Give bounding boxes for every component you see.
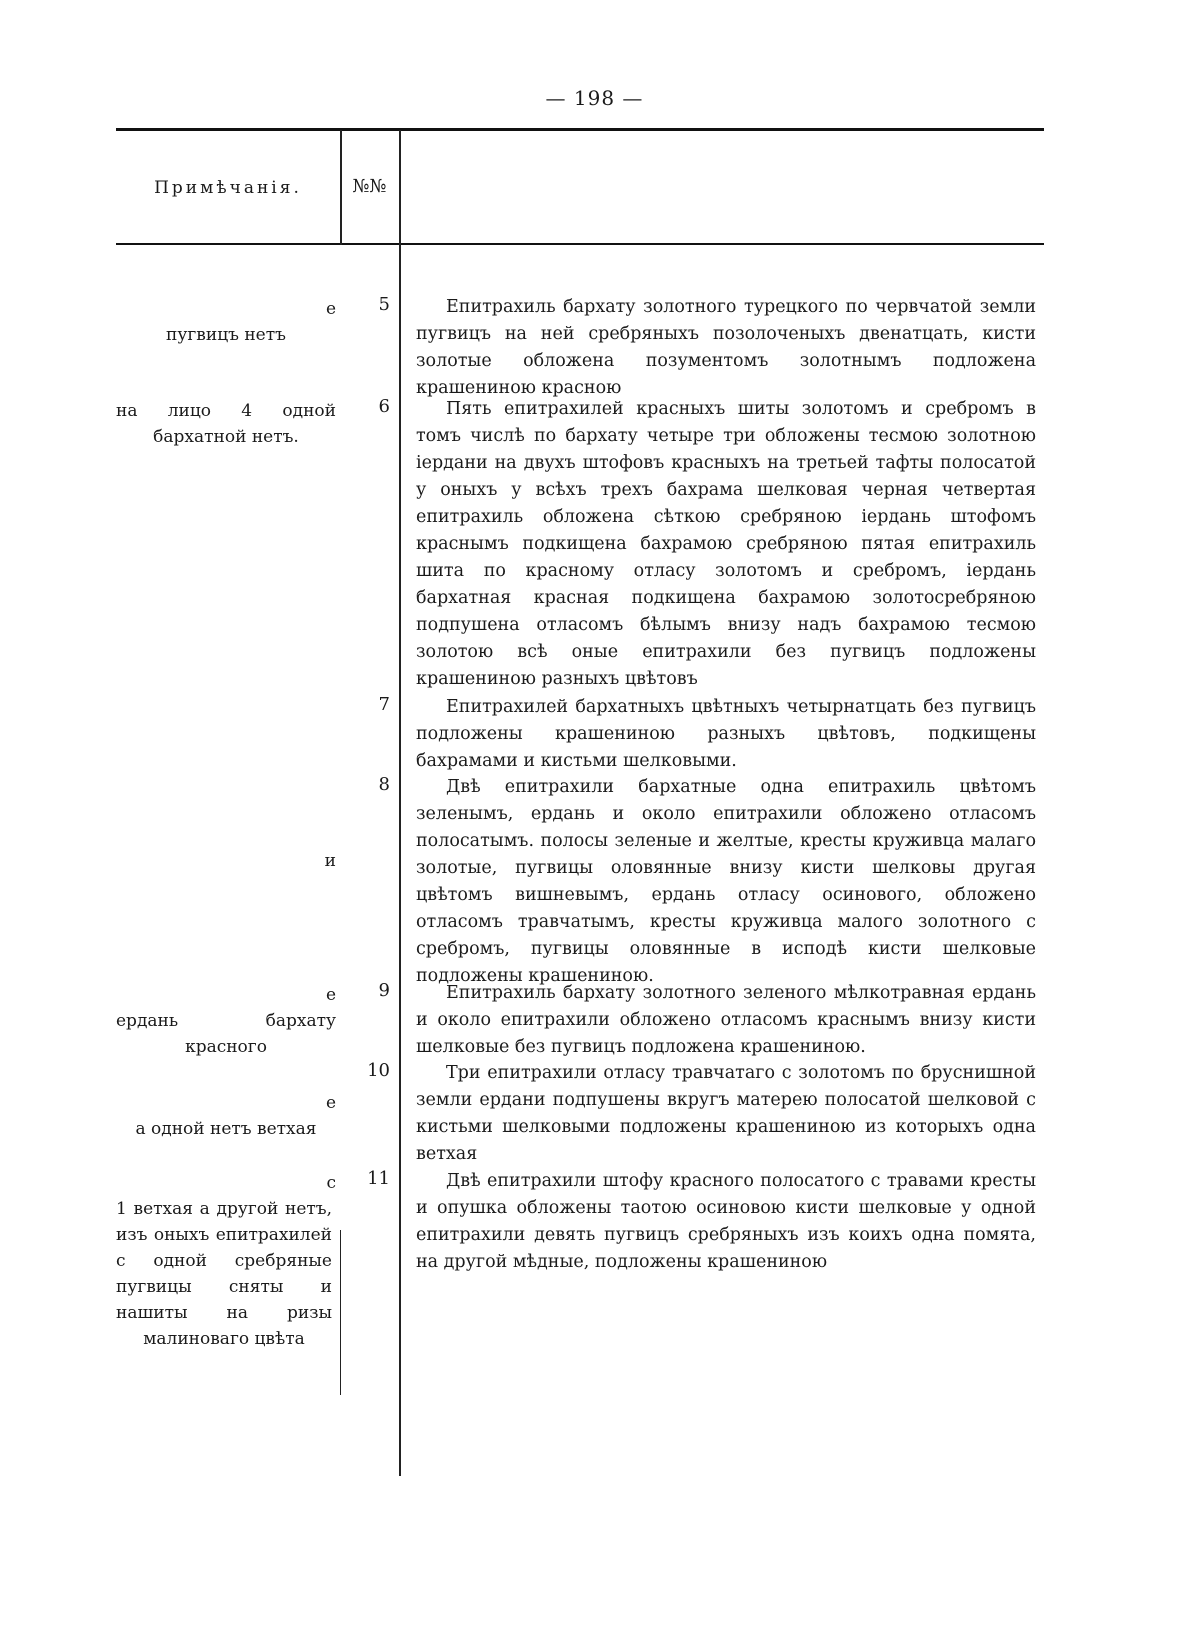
note-1: е [325, 299, 336, 319]
note-10: 1 ветхая а другой нетъ, изъ оныхъ епитрахилей с одной сребряные пугвицы сняты и нашиты на ризы малиноваго цвѣта [116, 1199, 332, 1349]
note-9: с [326, 1173, 336, 1193]
entry-number-11: 11 [367, 1168, 390, 1189]
entry-number-6: 6 [378, 396, 390, 417]
note-3: на лицо 4 одной бархатной нетъ. [116, 401, 336, 447]
top-rule [116, 128, 1044, 131]
header-rule [116, 243, 1044, 245]
entry-text-5: Епитрахиль бархату золотного турецкого по червчатой земли пугвицъ на ней сребряныхъ позолоченыхъ двенатцать, кисти золотые обложена позументомъ золотнымъ подложена крашениною красною [416, 297, 1036, 398]
header-numbers: №№ [352, 176, 387, 197]
entry-text-6: Пять епитрахилей красныхъ шиты золотомъ и сребромъ в томъ числѣ по бархату четыре три обложены тесмою золотною іердани на двухъ штофовъ красныхъ на третьей тафты полосатой у оныхъ у всѣхъ трехъ бахрама шелковая черная четвертая епитрахиль обложена сѣткою сребряною іердань штофомъ краснымъ подкищена бахрамою сребряною пятая епитрахиль шита по красному отласу золотомъ и сребромъ, іердань бархатная красная подкищена бахрамою золотосребряною подпушена отласомъ бѣлымъ внизу надъ бахрамою тесмою золотою всѣ оные епитрахили без пугвицъ подложены крашениною разныхъ цвѣтовъ [416, 399, 1036, 689]
entry-number-7: 7 [378, 694, 390, 715]
column-divider-left-lower [340, 1230, 341, 1395]
note-7: е [325, 1093, 336, 1113]
entry-number-8: 8 [378, 774, 390, 795]
note-2: пугвицъ нетъ [166, 325, 286, 345]
header-notes: Примѣчанія. [154, 178, 302, 198]
note-5: е [325, 985, 336, 1005]
entry-text-9: Епитрахиль бархату золотного зеленого мѣлкотравная ердань и около епитрахили обложено отласомъ краснымъ внизу кисти шелковые без пугвицъ подложена крашениною. [416, 983, 1036, 1057]
note-6: ердань бархату красного [116, 1011, 336, 1057]
entry-number-9: 9 [378, 980, 390, 1001]
page-number: — 198 — [545, 86, 644, 110]
entry-text-8: Двѣ епитрахили бархатные одна епитрахиль цвѣтомъ зеленымъ, ердань и около епитрахили обложено отласомъ полосатымъ. полосы зеленые и желтые, кресты круживца малаго золотые, пугвицы оловянные внизу кисти шелковы другая цвѣтомъ вишневымъ, ердань отласу осинового, обложено отласомъ травчатымъ, кресты круживца малого золотного с сребромъ, пугвицы оловянные в исподѣ кисти шелковые подложены крашениною. [416, 777, 1036, 986]
entry-number-10: 10 [367, 1060, 390, 1081]
note-8: а одной нетъ ветхая [135, 1119, 317, 1139]
entry-number-5: 5 [378, 294, 390, 315]
entry-text-10: Три епитрахили отласу травчатаго с золотомъ по бруснишной земли ердани подпушены вкругъ матерею полосатой шелковой с кистьми шелковыми подложены крашениною из которыхъ одна ветхая [416, 1063, 1036, 1164]
note-4: и [324, 851, 336, 871]
entry-text-11: Двѣ епитрахили штофу красного полосатого с травами кресты и опушка обложены таотою осиновою кисти шелковые у одной епитрахили девять пугвицъ сребряныхъ изъ коихъ одна помята, на другой мѣдные, подложены крашениною [416, 1171, 1036, 1272]
column-divider-right [399, 130, 401, 1476]
entry-text-7: Епитрахилей бархатныхъ цвѣтныхъ четырнатцать без пугвицъ подложены крашениною разныхъ цвѣтовъ, подкищены бахрамами и кистьми шелковыми. [416, 697, 1036, 771]
